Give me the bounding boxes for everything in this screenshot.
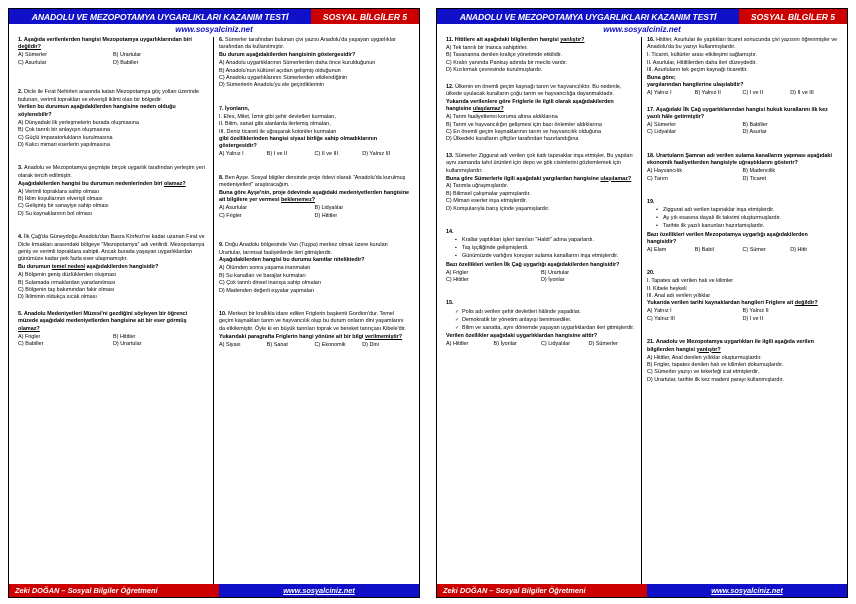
- answer-option[interactable]: C) Çok tanrılı dinsel inanışa sahip olmaları: [219, 280, 322, 287]
- question-prompt: Verilen özellikler aşağıdaki uygarlıklardan hangisine aittir?: [446, 333, 598, 339]
- answer-option[interactable]: D) Yalnız III: [362, 151, 391, 158]
- question-number: 2.: [18, 89, 25, 96]
- answer-options: [18, 52, 208, 67]
- answer-option[interactable]: C) Mimari eserler inşa etmişlerdir.: [446, 198, 527, 205]
- question-block: [446, 153, 636, 213]
- emphasis-underline: değildir?: [794, 300, 818, 307]
- answer-option[interactable]: B) Hititler: [113, 333, 136, 340]
- answer-option[interactable]: B) Tavananna denilen kraliçe yönetimde etkilidir.: [446, 52, 562, 59]
- answer-option[interactable]: D) Kalıcı mimari eserlerin yapılmasına: [18, 141, 110, 148]
- answer-options: [446, 270, 636, 285]
- column-left-2: [214, 37, 415, 584]
- question-block: [219, 106, 410, 159]
- site-url-footer-left[interactable]: www.sosyalciniz.net: [219, 584, 419, 597]
- question-stem: 4. İlk Çağ'da Güneydoğu Anadolu'dan Basra Körfezi'ne kadar uzanan Fırat ve Dicle Irmakları arasındaki bölgeye "Mezopotamya" adı verilirdi. Mezopotamya geniş ve verimli topraklara sahipti. Ancak burada yaşayan uygarlıklardan günümüze kadar pek fazla eser ulaşmamıştır.: [18, 234, 205, 263]
- answer-option[interactable]: C) I ve II: [742, 90, 764, 97]
- question-block: [647, 270, 838, 323]
- answer-option[interactable]: D) Asurlar: [742, 129, 767, 136]
- page-right-header: [437, 9, 847, 24]
- answer-options: [18, 189, 208, 219]
- page-left-frame: [8, 8, 420, 598]
- emphasis-underline: beklenemez?: [280, 197, 316, 204]
- answer-option[interactable]: D) Komşularıyla barış içinde yaşamışlardır.: [446, 205, 550, 212]
- roman-statement: III. Asurluların tek geçim kaynağı ticarettir.: [647, 67, 748, 74]
- bullet-item: ✓ Polis adı verilen şehir devletleri hâlinde yaşadılar.: [455, 309, 636, 316]
- emphasis-underline: yanlıştır?: [696, 346, 721, 353]
- answer-option[interactable]: A) Asurlular: [219, 205, 248, 212]
- answer-option[interactable]: B) İyonlar: [493, 340, 517, 347]
- question-stem: 5. Anadolu Medeniyetleri Müzesi'ni gezdiğini söyleyen bir öğrenci müzede aşağıdaki medeniyetlerden hangisine ait bir eser görmüş olamaz?: [18, 310, 188, 332]
- question-prompt: Yukarıdaki paragrafta Friglerin hangi yönüne ait bir bilgi verilmemiştir?: [219, 333, 403, 340]
- answer-options: [18, 272, 208, 302]
- question-prompt: Buna göre Ayşe'nin, proje ödevinde aşağıdaki medeniyetlerden hangisine ait bilgilere yer vermesi beklenemez?: [219, 190, 410, 204]
- answer-option[interactable]: A) Sümerler: [18, 52, 48, 59]
- roman-statement: II. Asurlular, Hititlilerden daha ileri düzeydedir.: [647, 59, 757, 66]
- answer-option[interactable]: C) En önemli geçim kaynaklarının tarım ve hayvancılık olduğuna: [446, 128, 602, 135]
- question-number: 15.: [446, 300, 454, 307]
- question-number: 4.: [18, 234, 25, 241]
- answer-options: [219, 342, 410, 349]
- emphasis-underline: olamaz?: [18, 325, 40, 332]
- question-stem: 7. İyonların,: [219, 105, 250, 112]
- answer-option[interactable]: A) Bölgenin geniş düzlüklerden oluşması: [18, 272, 117, 279]
- answer-options: [219, 151, 410, 158]
- site-url-footer-right[interactable]: www.sosyalciniz.net: [647, 584, 847, 597]
- answer-option[interactable]: A) Ölümden sonra yaşama inanmaları: [219, 265, 311, 272]
- question-stem: 1. Aşağıda verilenlerden hangisi Mezopotamya uygarlıklarından biri değildir?: [18, 37, 192, 51]
- bullet-item: ▪ Günümüzde varlığını koruyan sulama kanallarını inşa etmişlerdir.: [455, 253, 636, 260]
- answer-options: [446, 45, 636, 75]
- question-prompt: Yukarıda verilenlere göre Friglerle ile ilgili olarak aşağıdakilerden hangisine ulaşılamaz?: [446, 98, 614, 113]
- emphasis-underline: verilmemiştir?: [364, 333, 403, 340]
- answer-option[interactable]: C) Kralın yanında Pankuş adında bir meclis vardır.: [446, 59, 568, 66]
- answer-options: [647, 355, 838, 385]
- question-block: [18, 234, 208, 302]
- bullet-item: ✓ Bilim ve sanatta, aynı dönemde yaşayan uygarlıklardan ileri gitmişlerdir.: [455, 325, 636, 332]
- answer-option[interactable]: A) Tarım faaliyetlerini koruma altına aldıklarına: [446, 114, 558, 121]
- roman-statement: II. Bilim, sanat gibi alanlarda ilerlemiş olmaları,: [219, 121, 331, 128]
- question-stem: 13. Sümerler Ziggurat adı verilen çok katlı tapınaklar inşa etmişler. Bu yapıları aynı zamanda tahıl ürünleri için depo ve gök cisimlerini gözlemlemek için kullanmışlardır.: [446, 152, 633, 174]
- question-stem: 18. Urartuların Şamran adı verilen sulama kanallarını yapması aşağıdaki ekonomik faaliyetlerden hangisiyle uğraştıklarını gösterir?: [647, 152, 832, 167]
- subject-badge-right: SOSYAL BİLGİLER 5: [739, 9, 847, 24]
- test-title-right: ANADOLU VE MEZOPOTAMYA UYGARLIKLARI KAZANIM TESTİ: [437, 9, 739, 24]
- question-block: [647, 199, 838, 254]
- answer-option[interactable]: D) Sümerlerin Anadolu'yu ele geçirdiklerinin: [219, 82, 325, 89]
- question-bullet-list: [647, 207, 838, 230]
- answer-option[interactable]: A) Tarımla uğraşmışlardır.: [446, 183, 509, 190]
- roman-statement: III. Deniz ticareti ile uğraşarak koloniler kurmaları: [219, 128, 337, 135]
- answer-option[interactable]: D) Urartular, tarihte ilk kez madeni parayı kullanmışlardır.: [647, 376, 784, 383]
- answer-option[interactable]: D) Sümerler: [588, 340, 618, 347]
- answer-option[interactable]: C) Yalnız III: [647, 315, 675, 322]
- page-left-footer: [9, 584, 419, 597]
- answer-options: [647, 122, 838, 137]
- question-bullet-list: [446, 237, 636, 260]
- answer-option[interactable]: A) Siyasi: [219, 341, 241, 348]
- column-right-2: [642, 37, 843, 584]
- roman-statement: I. Ticaret, kültürler arası etkileşimi sağlamıştır.: [647, 52, 757, 59]
- page-right: [428, 0, 856, 604]
- answer-option[interactable]: B) Lidyalılar: [314, 205, 344, 212]
- answer-option[interactable]: B) Yalnız II: [742, 308, 769, 315]
- question-block: [219, 311, 410, 349]
- question-number: 21.: [647, 339, 656, 346]
- answer-option[interactable]: B) Yalnız II: [694, 90, 721, 97]
- answer-option[interactable]: C) Tarım: [647, 175, 668, 182]
- page-right-frame: [436, 8, 848, 598]
- answer-option[interactable]: B) Babiller: [742, 122, 768, 129]
- emphasis-underline: ulaşılamaz?: [472, 106, 504, 113]
- answer-option[interactable]: A) Yalnız I: [647, 90, 672, 97]
- answer-option[interactable]: C) Frigler: [219, 212, 242, 219]
- question-number: 20.: [647, 270, 655, 277]
- question-block: [647, 339, 838, 384]
- answer-options: [18, 334, 208, 349]
- question-number: 10.: [219, 310, 229, 317]
- answer-options: [219, 60, 410, 90]
- question-prompt: Buna göre Sümerlerle ilgili aşağıdaki yargılardan hangisine ulaşılamaz?: [446, 175, 632, 182]
- question-block: [446, 84, 636, 144]
- answer-option[interactable]: A) Sümerler: [647, 122, 677, 129]
- question-number: 6.: [219, 37, 226, 43]
- question-stem: 9. Doğu Anadolu bölgesinde Van (Tuşpa) merkez olmak üzere kurulan Urartular, tarımsal faaliyetlerde ileri gitmişlerdir.: [219, 242, 388, 256]
- answer-option[interactable]: A) Anadolu uygarlıklarının Sümerlerden daha önce kurulduğunun: [219, 60, 376, 67]
- emphasis-underline: değildir?: [18, 44, 41, 51]
- answer-options: [647, 168, 838, 183]
- question-block: [18, 89, 208, 149]
- question-number: 1.: [18, 37, 24, 43]
- answer-options: [647, 247, 838, 254]
- answer-option[interactable]: D) Babiller: [113, 59, 139, 66]
- answer-options: [647, 90, 838, 97]
- question-number: 8.: [219, 174, 226, 181]
- answer-option[interactable]: C) Anadolu uygarlıklarının Sümerlerden etkilendiğinin: [219, 75, 348, 82]
- answer-option[interactable]: A) Elam: [647, 246, 667, 253]
- bullet-item: • Ziggurat adı verilen tapınaklar inşa etmişlerdir.: [656, 207, 838, 214]
- bullet-item: ▪ Krallar yaptıkları işleri tanrıları "Haldi" adına yaparlardı.: [455, 237, 636, 244]
- answer-option[interactable]: A) Hititler, Anal denilen yıllıklar oluşturmuşlardır.: [647, 354, 762, 361]
- question-block: [647, 37, 838, 98]
- answer-options: [446, 114, 636, 144]
- question-number: 18.: [647, 152, 657, 159]
- question-number: 7.: [219, 105, 226, 112]
- question-stem: 11. Hititlere ait aşağıdaki bilgilerden hangisi yanlıştır?: [446, 37, 585, 43]
- question-block: [18, 165, 208, 218]
- roman-statement: III. Anal adı verilen yıllıklar: [647, 293, 711, 300]
- answer-option[interactable]: C) Babiller: [18, 341, 44, 347]
- question-number: 9.: [219, 242, 226, 249]
- answer-option[interactable]: A) Tek tanrılı bir inanca sahiptirler.: [446, 44, 528, 51]
- answer-option[interactable]: B) İklim koşullarının elverişli olması: [18, 196, 103, 202]
- question-number: 16.: [647, 37, 657, 43]
- answer-option[interactable]: D) Urartular: [113, 341, 142, 347]
- question-number: 17.: [647, 106, 656, 113]
- answer-options: [219, 265, 410, 295]
- question-number: 19.: [647, 199, 655, 205]
- answer-option[interactable]: D) Kızılırmak çevresinde kurulmuşlardır.: [446, 67, 543, 74]
- question-stem: 17. Aşağıdaki İlk Çağ uygarlıklarından hangisi hukuk kurallarını ilk kez yazılı hâle getirmiştir?: [647, 106, 828, 121]
- answer-option[interactable]: D) İyonlar: [541, 276, 565, 283]
- question-prompt-2: yargılarından hangilerine ulaşılabilir?: [647, 82, 744, 89]
- answer-option[interactable]: A) Yalnız I: [219, 151, 244, 158]
- question-number: 12.: [446, 83, 456, 90]
- answer-option[interactable]: C) Ekonomik: [314, 341, 346, 348]
- answer-option[interactable]: B) Babil: [694, 246, 714, 253]
- emphasis-underline: yanlıştır?: [560, 37, 585, 43]
- answer-option[interactable]: C) Bölgenin taş bakımından fakir olması: [18, 287, 115, 294]
- answer-options: [219, 205, 410, 220]
- author-credit-right: Zeki DOĞAN – Sosyal Bilgiler Öğretmeni: [437, 584, 647, 597]
- answer-option[interactable]: A) Dünyadaki ilk yerleşmelerin burada oluşmasına: [18, 119, 139, 126]
- question-prompt: Aşağıdakilerden hangisi bu durumun nedenlerinden biri olamaz?: [18, 180, 186, 187]
- answer-option[interactable]: D) Hitit: [790, 246, 807, 253]
- answer-options: [446, 341, 636, 348]
- page-right-columns: [437, 37, 847, 584]
- question-stem: 6. Sümerler tarafından bulunan çivi yazısı Anadolu'da yaşayan uygarlıklar tarafından da kullanılmıştır.: [219, 37, 396, 51]
- question-block: [446, 300, 636, 348]
- question-stem: 10. Merkezi bir krallıkla idare edilen Friglerin başkenti Gordion'dur. Temel geçim kaynakları tarım ve hayvancılık olup bu durum onların dini yaşamlarını da etkilemiştir. Öyle ki en büyük tanrıları toprak ve bereket tanrıçası Kibele'dir.: [219, 310, 406, 332]
- question-prompt: Verilen bu durumun aşağıdakilerden hangisine neden olduğu söylenebilir?: [18, 104, 176, 118]
- emphasis-underline: temel nedeni: [51, 264, 86, 271]
- answer-option[interactable]: B) I ve II: [266, 151, 287, 158]
- question-prompt: gibi özelliklerinden hangisi siyasi birliğe sahip olmadıklarının göstergesidir?: [219, 135, 378, 150]
- bullet-item: ▪ Taş işçiliğinde gelişmişlerdi.: [455, 245, 636, 252]
- answer-option[interactable]: D) I ve II: [742, 315, 764, 322]
- question-bullet-list: [446, 309, 636, 332]
- question-stem: 12. Ülkenin en önemli geçim kaynağı tarım ve hayvancılıktır. Bu nedenle, ülkede uyulacak kuralların çoğu tarım ve hayvancılığa dayanmaktadır.: [446, 83, 622, 97]
- question-block: [18, 37, 208, 67]
- answer-option[interactable]: B) Su kanalları ve barajlar kurmaları: [219, 272, 306, 279]
- question-block: [219, 175, 410, 220]
- question-number: 11.: [446, 37, 455, 43]
- emphasis-underline: olamaz?: [163, 180, 186, 187]
- answer-option[interactable]: C) Sümer: [742, 246, 766, 253]
- question-block: [219, 242, 410, 295]
- question-block: [446, 37, 636, 75]
- answer-option[interactable]: A) Hayvancılık: [647, 168, 683, 175]
- answer-option[interactable]: B) Tarım ve hayvancılığın gelişmesi için bazı önlemler aldıklarına: [446, 121, 602, 128]
- answer-option[interactable]: D) Hititler: [314, 212, 338, 219]
- answer-option[interactable]: D) II ve III: [790, 90, 814, 97]
- question-number: 5.: [18, 310, 24, 317]
- answer-option[interactable]: C) Sümerler yazıyı ve tekerleği icat etmişlerdir.: [647, 369, 760, 376]
- answer-option[interactable]: D) Dini: [362, 341, 379, 348]
- question-stem: 2. Dicle ile Fırat Nehirleri arasında kalan Mezopotamya göç yolları üzerinde bulunan, verimli toprakları ve elverişli iklimi olan bir bölgedir.: [18, 89, 200, 103]
- question-stem: 8. Ben Ayşe. Sosyal bilgiler dersinde proje ödevi olarak "Anadolu'da kurulmuş medeniyetleri" araştıracağım.: [219, 174, 406, 189]
- answer-options: [647, 308, 838, 323]
- site-url-header-right: www.sosyalciniz.net: [437, 24, 847, 37]
- page-left-columns: [9, 37, 419, 584]
- bullet-item: ✓ Demokratik bir yönetim anlayışı benimsediler.: [455, 317, 636, 324]
- answer-option[interactable]: B) Madencilik: [742, 168, 776, 175]
- answer-option[interactable]: B) Frigler, tapates denilen halı ve kilimleri dokumuşlardır.: [647, 361, 784, 368]
- answer-option[interactable]: B) Sulamada ırmaklardan yararlanılması: [18, 279, 116, 286]
- question-prompt: Bu durum aşağıdakilerden hangisinin göstergesidir?: [219, 52, 356, 59]
- answer-option[interactable]: D) Ticaret: [742, 175, 767, 182]
- answer-option[interactable]: B) Bilimsel çalışmalar yapmışlardır.: [446, 190, 531, 197]
- question-prompt: Bu durumun temel nedeni aşağıdakilerden hangisidir?: [18, 264, 159, 271]
- column-right-1: [441, 37, 642, 584]
- answer-option[interactable]: A) Frigler: [18, 333, 41, 340]
- answer-option[interactable]: B) Urartular: [541, 269, 570, 276]
- question-number: 14.: [446, 229, 454, 236]
- roman-statement: I. Efes, Milet, İzmir gibi şehir devletleri kurmaları,: [219, 113, 336, 120]
- answer-options: [446, 183, 636, 213]
- answer-option[interactable]: C) Asurlular: [18, 59, 47, 66]
- question-prompt: Yukarıda verilen tarihi kaynaklardan hangileri Friglere ait değildir?: [647, 300, 818, 307]
- answer-option[interactable]: B) Anadolu'nun kültürel açıdan gelişmiş olduğunun: [219, 67, 341, 74]
- roman-statement: II. Kibele heykeli: [647, 285, 687, 292]
- question-stem: 16. Hititler, Asurlular ile yaptıkları ticaret sonucunda çivi yazısını öğrenmişler ve Anadolu'da bu yazıyı kullanmışlardır.: [647, 37, 838, 51]
- site-url-header-left: www.sosyalciniz.net: [9, 24, 419, 37]
- author-credit-left: Zeki DOĞAN – Sosyal Bilgiler Öğretmeni: [9, 584, 219, 597]
- emphasis-underline: ulaşılamaz?: [600, 175, 632, 182]
- question-block: [647, 153, 838, 183]
- question-prompt: Bazı özellikleri verilen Mezopotamya uygarlığı aşağıdakilerden hangisidir?: [647, 231, 808, 246]
- test-title: ANADOLU VE MEZOPOTAMYA UYGARLIKLARI KAZANIM TESTİ: [9, 9, 311, 24]
- question-prompt: Aşağıdakilerden hangisi bu durumu kanıtlar niteliktedir?: [219, 257, 365, 264]
- subject-badge: SOSYAL BİLGİLER 5: [311, 9, 419, 24]
- column-left-1: [13, 37, 214, 584]
- question-prompt: Bazı özellikleri verilen İlk Çağ uygarlığı aşağıdakilerden hangisidir?: [446, 261, 620, 268]
- question-block: [446, 229, 636, 284]
- question-number: 3.: [18, 165, 25, 172]
- answer-option[interactable]: A) Yalnız I: [647, 308, 672, 315]
- answer-option[interactable]: D) İkliminin oldukça sıcak olması: [18, 294, 97, 301]
- question-stem: 3. Anadolu ve Mezopotamya geçmişte birçok uygarlık tarafından yerleşim yeri olarak tercih edilmiştir.: [18, 165, 205, 179]
- answer-option[interactable]: C) Hititler: [446, 276, 469, 283]
- answer-option[interactable]: A) Verimli topraklara sahip olması: [18, 188, 99, 195]
- answer-option[interactable]: A) Frigler: [446, 269, 469, 276]
- answer-option[interactable]: C) Lidyalılar: [541, 340, 571, 347]
- question-number: 13.: [446, 152, 456, 159]
- question-prompt: Buna göre;: [647, 74, 676, 81]
- question-block: [18, 311, 208, 349]
- bullet-item: • Ay yılı esasına dayalı ilk takvimi oluşturmuşlardır.: [656, 215, 838, 222]
- answer-option[interactable]: C) Güçlü imparatorlukların kurulmasına: [18, 134, 113, 141]
- answer-option[interactable]: D) Ülkedeki kuralların çiftçiler tarafından hazırlandığına: [446, 136, 579, 143]
- roman-statement: I. Tapates adı verilen halı ve kilimler: [647, 278, 734, 285]
- answer-option[interactable]: B) Çok tanrılı bir anlayışın oluşmasına: [18, 127, 110, 134]
- answer-option[interactable]: C) Gelişmiş bir sanayiye sahip olması: [18, 203, 109, 210]
- page-left-header: [9, 9, 419, 24]
- answer-option[interactable]: B) Urartular: [113, 52, 142, 59]
- answer-option[interactable]: C) II ve III: [314, 151, 339, 158]
- answer-option[interactable]: D) Madenden değerli eşyalar yapmaları: [219, 287, 315, 294]
- bullet-item: • Tarihte ilk yazılı kanunları hazırlamışlardır.: [656, 223, 838, 230]
- question-block: [219, 37, 410, 90]
- answer-option[interactable]: C) Lidyalılar: [647, 129, 677, 136]
- question-block: [647, 107, 838, 137]
- answer-options: [18, 120, 208, 150]
- page-right-footer: [437, 584, 847, 597]
- answer-option[interactable]: A) Hititler: [446, 340, 469, 347]
- answer-option[interactable]: D) Su kaynaklarının bol olması: [18, 210, 93, 217]
- question-stem: 21. Anadolu ve Mezopotamya uygarlıkları ile ilgili aşağıda verilen bilgilerden hangisi yanlıştır?: [647, 339, 814, 353]
- answer-option[interactable]: B) Sanat: [266, 341, 288, 348]
